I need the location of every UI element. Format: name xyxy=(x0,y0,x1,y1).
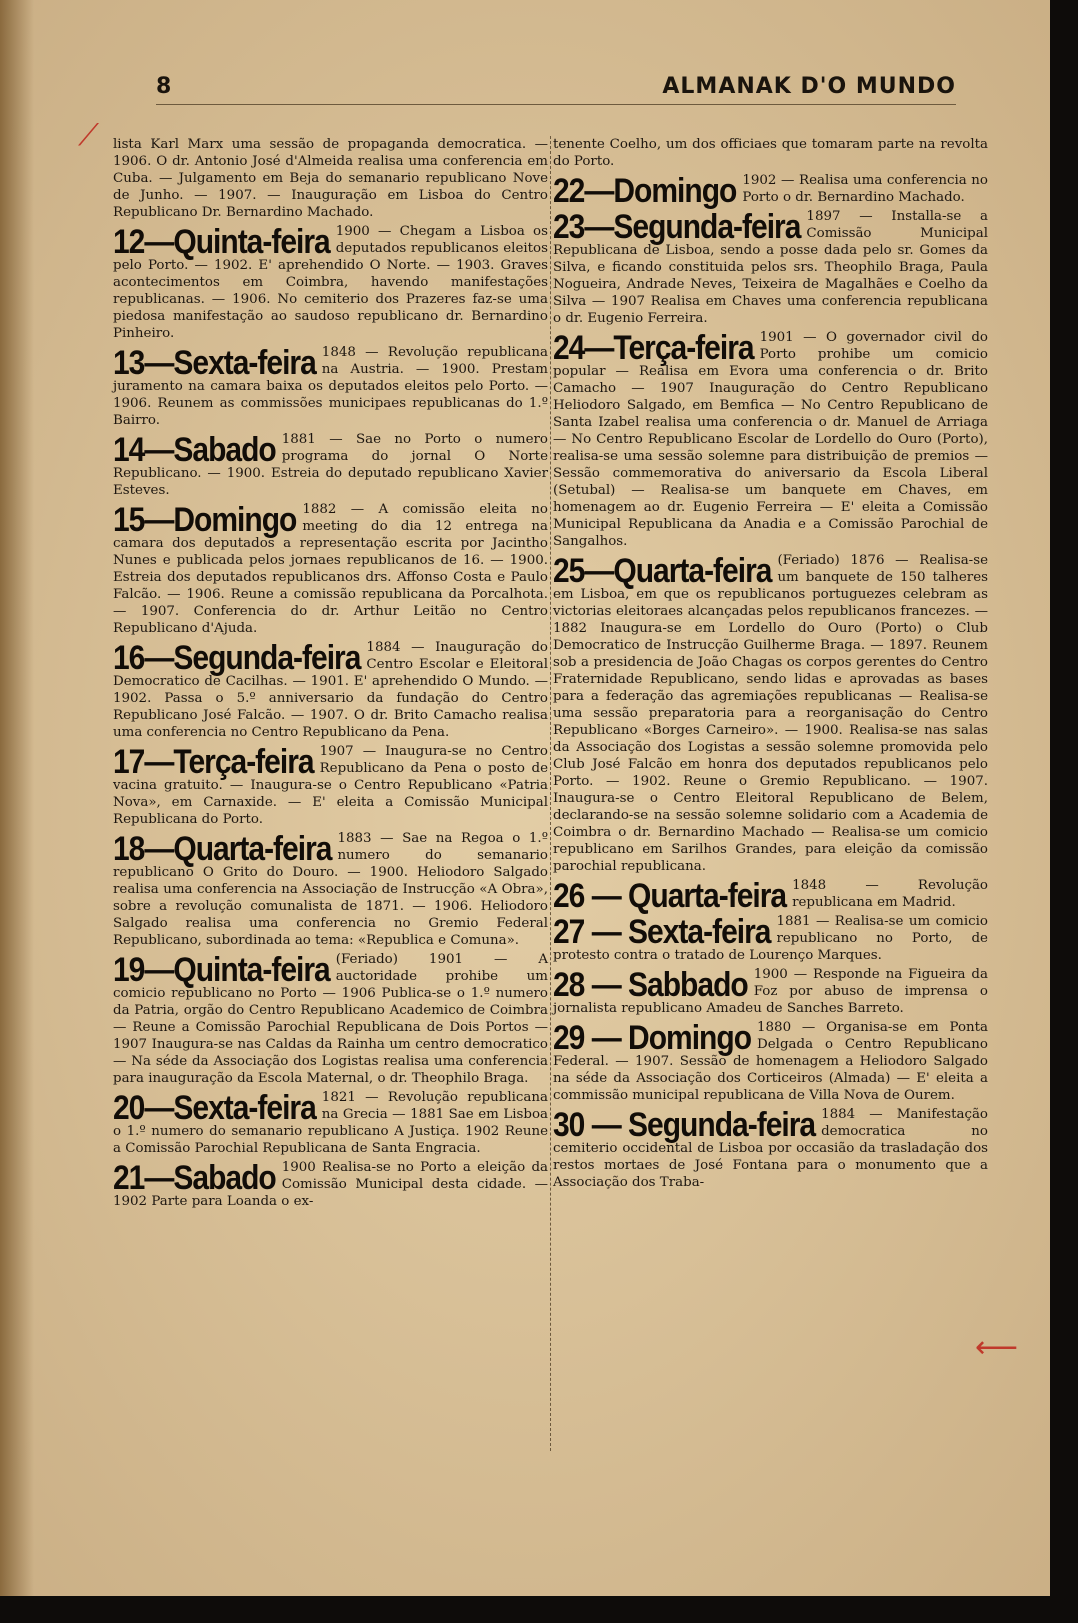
day-heading: 26 — Quarta-feira xyxy=(553,877,787,915)
day-heading: 16—Segunda-feira xyxy=(113,639,361,677)
entry-text: 1900 — Chegam a Lisboa os deputados republicanos eleitos pelo Porto. — 1902. E' aprehendido O Norte. — 1903. Graves acontecimentos em Coimbra, havendo manifestações republicanas. — 1906. No cemiterio dos Prazeres faz-se uma piedosa manifestação ao saudoso republicano dr. Bernardino Pinheiro. xyxy=(113,224,548,341)
day-heading: 13—Sexta-feira xyxy=(113,344,316,382)
day-heading: 29 — Domingo xyxy=(553,1019,752,1057)
day-heading: 27 — Sexta-feira xyxy=(553,913,771,951)
entry-text: 1848 — Revolução republicana na Austria. — 1900. Prestam juramento na camara baixa os deputados eleitos pelo Porto. — 1906. Reunem as commissões municipaes republicanas do 1.º Bairro. xyxy=(113,345,548,428)
column-divider xyxy=(550,136,552,1451)
entry-17 xyxy=(113,743,548,828)
running-title: ALMANAK D'O MUNDO xyxy=(662,74,956,99)
page-edge-shadow xyxy=(0,0,34,1596)
left-column xyxy=(113,136,548,1210)
day-heading: 19—Quinta-feira xyxy=(113,951,330,989)
entry-text: 1880 — Organisa-se em Ponta Delgada o Centro Republicano Federal. — 1907. Sessão de homenagem a Heliodoro Salgado na séde da Associação dos Corticeiros (Almada) — E' eleita a commissão municipal republicana de Villa Nova de Ourem. xyxy=(553,1020,988,1103)
day-heading: 30 — Segunda-feira xyxy=(553,1106,816,1144)
entry-19 xyxy=(113,951,548,1087)
day-heading: 17—Terça-feira xyxy=(113,743,314,781)
entry-29 xyxy=(553,1019,988,1104)
entry-14 xyxy=(113,431,548,499)
entry-text: 1901 — O governador civil do Porto prohibe um comicio popular — Realisa em Evora uma conferencia o dr. Brito Camacho — 1907 Inauguração do Centro Republicano Heliodoro Salgado, em Bemfica — No Centro Republicano de Santa Izabel realisa uma conferencia o dr. Manuel de Arriaga — No Centro Republicano Escolar de Lordello do Ouro (Porto), realisa-se uma sessão solemne para distribuição de premios — Sessão commemorativa do aniversario da Escola Liberal (Setubal) — Realisa-se um banquete em Chaves, em homenagem ao dr. Eugenio Ferreira — E' eleita a Comissão Municipal Republicana da Anadia e a Comissão Parochial de Sangalhos. xyxy=(553,330,988,549)
red-pencil-arrow: ⟵ xyxy=(975,1330,1019,1365)
entry-15 xyxy=(113,501,548,637)
entry-30 xyxy=(553,1106,988,1191)
day-heading: 14—Sabado xyxy=(113,431,276,469)
entry-20 xyxy=(113,1089,548,1157)
entry-text: 1907 — Inaugura-se no Centro Republicano da Pena o posto de vacina gratuito. — Inaugura-se o Centro Republicano «Patria Nova», em Carnaxide. — E' eleita a Comissão Municipal Republicana do Porto. xyxy=(113,744,548,827)
entry-27 xyxy=(553,913,988,964)
entry-text: 1848 — Revolução republicana em Madrid. xyxy=(792,878,988,910)
entry-text: 1897 — Installa-se a Comissão Municipal Republicana de Lisboa, sendo a posse dada pelo sr. Gomes da Silva, e ficando constituida pelos srs. Theophilo Braga, Paula Nogueira, Andrade Neves, Teixeira de Magalhães e Coelho da Silva — 1907 Realisa em Chaves uma conferencia republicana o dr. Eugenio Ferreira. xyxy=(553,209,988,326)
left-intro: lista Karl Marx uma sessão de propaganda democratica. — 1906. O dr. Antonio José d'Almeida realisa uma conferencia em Cuba. — Julgamento em Beja do semanario republicano Nove de Junho. — 1907. — Inauguração em Lisboa do Centro Republicano Dr. Bernardino Machado. xyxy=(113,137,548,220)
day-heading: 28 — Sabbado xyxy=(553,966,748,1004)
page-header xyxy=(156,74,956,105)
entry-21 xyxy=(113,1159,548,1210)
entry-text: 1882 — A comissão eleita no meeting do dia 12 entrega na camara dos deputados a representação escrita por Jacintho Nunes e publicada pelos jornaes republicanos de 16. — 1900. Estreia dos deputados republicanos drs. Affonso Costa e Paulo Falcão. — 1906. Reune a comissão republicana da Porcalhota. — 1907. Conferencia do dr. Arthur Leitão no Centro Republicano d'Ajuda. xyxy=(113,502,548,636)
day-heading: 18—Quarta-feira xyxy=(113,830,332,868)
entry-28 xyxy=(553,966,988,1017)
day-heading: 23—Segunda-feira xyxy=(553,208,801,246)
red-pencil-mark: ⟋ xyxy=(78,118,99,153)
day-heading: 22—Domingo xyxy=(553,172,737,210)
entry-text: 1821 — Revolução republicana na Grecia — 1881 Sae em Lisboa o 1.º numero do semanario republicano A Justiça. 1902 Reune a Comissão Parochial Republicana de Santa Engracia. xyxy=(113,1090,548,1156)
right-intro: tenente Coelho, um dos officiaes que tomaram parte na revolta do Porto. xyxy=(553,137,988,169)
entry-13 xyxy=(113,344,548,429)
day-heading: 12—Quinta-feira xyxy=(113,223,330,261)
entry-text: 1884 — Manifestação democratica no cemiterio occidental de Lisboa por occasião da trasladação dos restos mortaes de José Fontana para o monumento que a Associação dos Traba- xyxy=(553,1107,988,1190)
day-heading: 15—Domingo xyxy=(113,501,297,539)
entry-text: 1900 Realisa-se no Porto a eleição da Comissão Municipal desta cidade. — 1902 Parte para Loanda o ex- xyxy=(113,1160,548,1209)
page-number: 8 xyxy=(156,74,172,99)
day-heading: 20—Sexta-feira xyxy=(113,1089,316,1127)
entry-18 xyxy=(113,830,548,949)
entry-24 xyxy=(553,329,988,550)
entry-text: 1881 — Realisa-se um comicio republicano no Porto, de protesto contra o tratado de Lourenço Marques. xyxy=(553,914,988,963)
entry-text: 1902 — Realisa uma conferencia no Porto o dr. Bernardino Machado. xyxy=(742,173,988,205)
entry-25 xyxy=(553,552,988,875)
entry-text: 1884 — Inauguração do Centro Escolar e Eleitoral Democratico de Cacilhas. — 1901. E' aprehendido O Mundo. — 1902. Passa o 5.º anniversario da fundação do Centro Republicano José Falcão. — 1907. O dr. Brito Camacho realisa uma conferencia no Centro Republicano da Pena. xyxy=(113,640,548,740)
day-heading: 21—Sabado xyxy=(113,1159,276,1197)
entry-text: 1900 — Responde na Figueira da Foz por abuso de imprensa o jornalista republicano Amadeu de Sanches Barreto. xyxy=(553,967,988,1016)
entry-16 xyxy=(113,639,548,741)
entry-22 xyxy=(553,172,988,210)
day-heading: 25—Quarta-feira xyxy=(553,552,772,590)
entry-26 xyxy=(553,877,988,915)
entry-text: 1883 — Sae na Regoa o 1.º numero do semanario republicano O Grito do Douro. — 1900. Heliodoro Salgado realisa uma conferencia na Associação de Instrucção «A Obra», sobre a revolução comunalista de 1871. — 1906. Heliodoro Salgado realisa uma conferencia no Gremio Federal Republicano, subordinada ao tema: «Republica e Comuna». xyxy=(113,831,548,948)
entry-text: (Feriado) 1876 — Realisa-se um banquete de 150 talheres em Lisboa, em que os republicanos portuguezes celebram as victorias eleitoraes alcançadas pelos republicanos francezes. — 1882 Inaugura-se em Lordello do Ouro (Porto) o Club Democratico de Instrucção Guilherme Braga. — 1897. Reunem sob a presidencia de João Chagas os corpos gerentes do Centro Fraternidade Republicano, sendo lidas e aprovadas as bases para a federação das agremiações republicanas — Realisa-se uma sessão preparatoria para a reorganisação do Centro Republicano «Borges Carneiro». — 1900. Realisa-se nas salas da Associação dos Logistas a sessão solemne promovida pelo Club José Falcão em honra dos deputados republicanos pelo Porto. — 1902. Reune o Gremio Republicano. — 1907. Inaugura-se o Centro Eleitoral Republicano de Belem, declarando-se na sessão solemne solidario com a Academia de Coimbra o dr. Bernardino Machado — Realisa-se um comicio republicano em Sarilhos Grandes, para eleição da comissão parochial republicana. xyxy=(553,553,988,874)
entry-text: 1881 — Sae no Porto o numero programa do jornal O Norte Republicano. — 1900. Estreia do deputado republicano Xavier Esteves. xyxy=(113,432,548,498)
day-heading: 24—Terça-feira xyxy=(553,329,754,367)
entry-23 xyxy=(553,208,988,327)
entry-12 xyxy=(113,223,548,342)
entry-text: (Feriado) 1901 — A auctoridade prohibe um comicio republicano no Porto — 1906 Publica-se o 1.º numero da Patria, orgão do Centro Republicano Academico de Coimbra — Reune a Comissão Parochial Republicana de Dois Portos — 1907 Inaugura-se nas Caldas da Rainha um centro democratico — Na séde da Associação dos Logistas realisa uma conferencia para inauguração da Escola Maternal, o dr. Theophilo Braga. xyxy=(113,952,548,1086)
right-column xyxy=(553,136,988,1191)
